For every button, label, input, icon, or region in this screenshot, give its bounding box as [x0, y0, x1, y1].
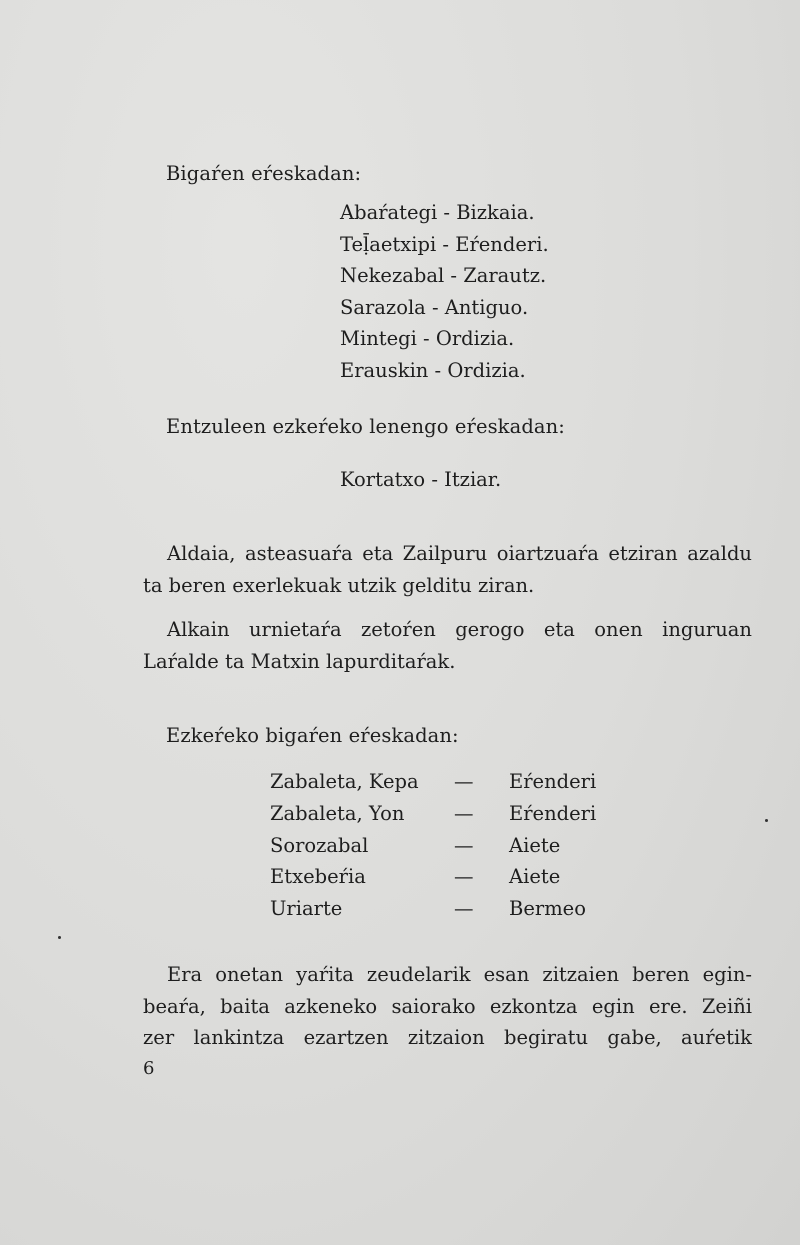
table-row [270, 798, 596, 830]
list-item: Abaŕategi - Bizkaia. [340, 201, 535, 224]
paragraph-line: beaŕa, baita azkeneko saiorako ezkontza egin ere. Zeiñi [143, 994, 752, 1018]
paragraph-line: Laŕalde ta Matxin lapurditaŕak. [143, 649, 456, 673]
list-item: Nekezabal - Zarautz. [340, 264, 547, 287]
paragraph-late-arrivals [143, 614, 752, 677]
list-item: Sarazola - Antiguo. [340, 295, 529, 319]
paragraph-line: zer lankintza ezartzen zitzaion begiratu gabe, auŕetik [143, 1026, 752, 1049]
player-name: Zabaleta, Kepa [270, 770, 419, 793]
paper-speck [58, 936, 61, 939]
paragraph-line: Aldaia, asteasuaŕa eta Zailpuru oiartzuaŕa etziran azaldu [167, 542, 752, 565]
player-place: Aiete [509, 833, 561, 857]
table-row [270, 766, 596, 798]
dash-separator: — [454, 897, 474, 921]
table-row [270, 893, 596, 925]
heading-second-row: Bigaŕen eŕeskadan: [166, 162, 362, 185]
player-name: Uriarte [270, 897, 343, 921]
table-row [270, 861, 596, 893]
table-row [270, 830, 596, 862]
player-name: Etxebeŕia [270, 865, 366, 889]
page-number: 6 [143, 1058, 155, 1079]
paragraph-line: ta beren exerlekuak utzik gelditu ziran. [143, 573, 535, 597]
heading-left-second-row: Ezkeŕeko bigaŕen eŕeskadan: [166, 724, 459, 747]
paragraph-line: Era onetan yaŕita zeudelarik esan zitzaien beren egin- [167, 963, 752, 986]
list-item: Mintegi - Ordizia. [340, 327, 515, 350]
dash-separator: — [454, 770, 474, 793]
dash-separator: — [454, 801, 474, 825]
paragraph-line: Alkain urnietaŕa zetoŕen gerogo eta onen inguruan [167, 618, 752, 641]
list-item: Erauskin - Ordizia. [340, 358, 526, 382]
list-second-row [340, 197, 549, 386]
paragraph-absent [143, 538, 752, 601]
player-place: Eŕenderi [509, 770, 597, 793]
dash-separator: — [454, 865, 474, 889]
heading-left-first-row: Entzuleen ezkeŕeko lenengo eŕeskadan: [166, 415, 565, 438]
list-item: Kortatxo - Itziar. [340, 468, 502, 491]
player-place: Eŕenderi [509, 801, 597, 825]
list-item: Teḹaetxipi - Eŕenderi. [340, 232, 549, 256]
players-table [270, 766, 596, 925]
paper-speck [765, 819, 768, 822]
list-left-first-row [340, 464, 501, 496]
paragraph-instructions [143, 959, 752, 1054]
player-name: Sorozabal [270, 833, 369, 857]
dash-separator: — [454, 833, 474, 857]
player-place: Aiete [509, 865, 561, 889]
player-place: Bermeo [509, 897, 586, 921]
player-name: Zabaleta, Yon [270, 801, 405, 825]
